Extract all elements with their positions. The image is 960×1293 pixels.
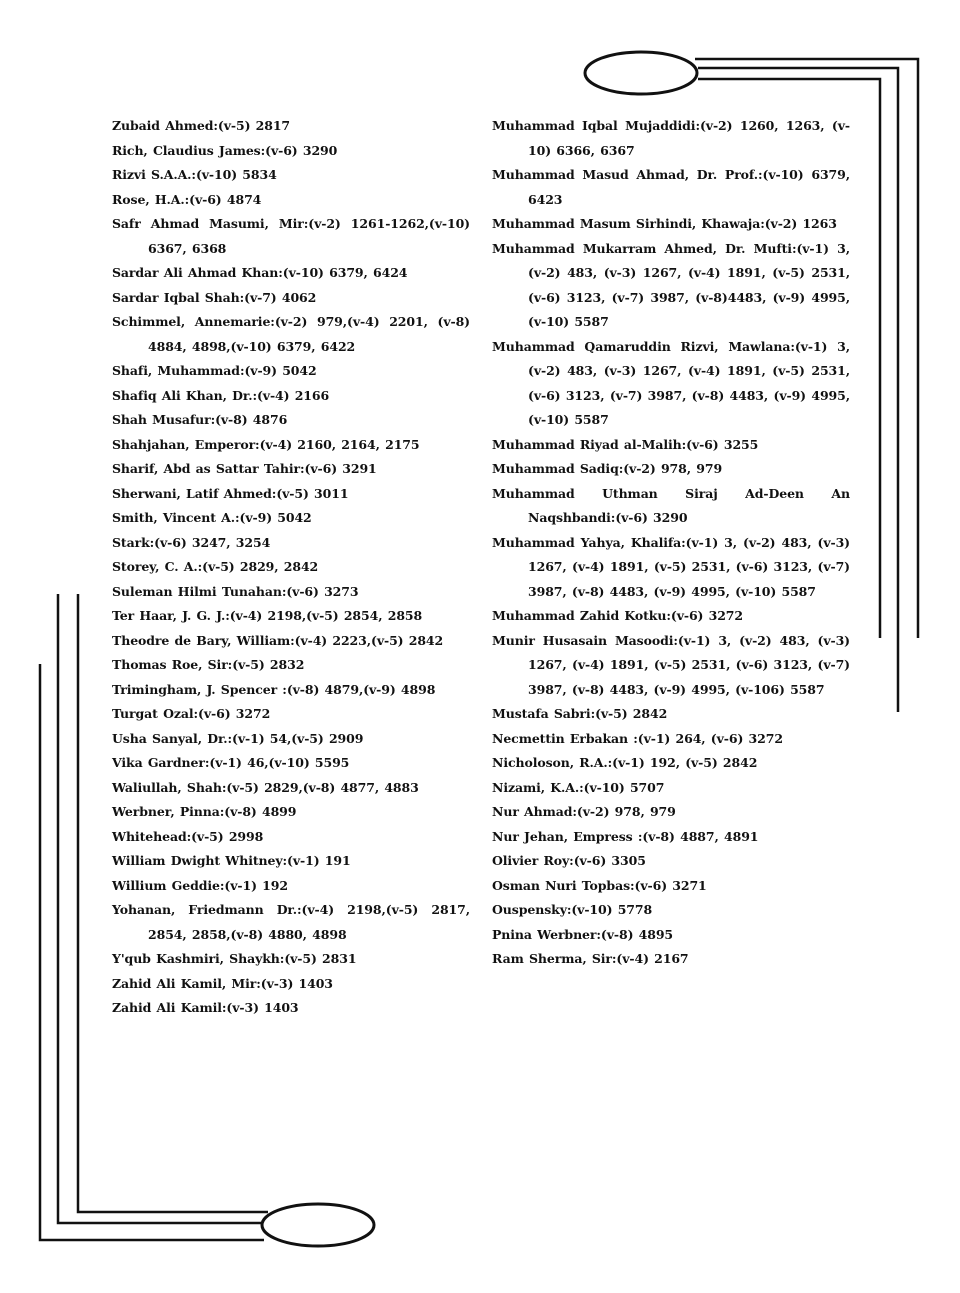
- index-entry: Willium Geddie:(v-1) 192: [112, 877, 288, 893]
- index-entry: Rose, H.A.:(v-6) 4874: [112, 191, 262, 207]
- index-entry: Muhammad Masum Sirhindi, Khawaja:(v-2) 1263: [492, 216, 837, 231]
- index-entry: Theodre de Bary, William:(v-4) 2223,(v-5) 2842: [112, 632, 444, 648]
- index-entry: Y'qub Kashmiri, Shaykh:(v-5) 2831: [112, 951, 357, 966]
- index-entry: Ouspensky:(v-10) 5778: [492, 902, 653, 917]
- index-entry: Muhammad Zahid Kotku:(v-6) 3272: [492, 608, 743, 623]
- index-entry: Smith, Vincent A.:(v-9) 5042: [112, 510, 312, 525]
- index-entry: Sharif, Abd as Sattar Tahir:(v-6) 3291: [112, 461, 377, 476]
- index-entry: Nicholoson, R.A.:(v-1) 192, (v-5) 2842: [492, 755, 758, 770]
- index-entry: Ram Sherma, Sir:(v-4) 2167: [492, 951, 689, 966]
- oval-ornament-bottom: [262, 1204, 374, 1246]
- index-entry: Muhammad Uthman Siraj Ad-Deen An Naqshbandi:(v-6) 3290: [492, 485, 850, 525]
- index-entry: Olivier Roy:(v-6) 3305: [492, 853, 646, 868]
- index-entry: Schimmel, Annemarie:(v-2) 979,(v-4) 2201, (v-8) 4884, 4898,(v-10) 6379, 6422: [112, 314, 470, 354]
- index-entry: Muhammad Yahya, Khalifa:(v-1) 3, (v-2) 483, (v-3) 1267, (v-4) 1891, (v-5) 2531, (v-6) 3123, (v-7) 3987, (v-8) 4483, (v-9) 4995, (v-10) 5587: [492, 534, 850, 599]
- index-entry: Usha Sanyal, Dr.:(v-1) 54,(v-5) 2909: [112, 730, 364, 746]
- index-entry: Zahid Ali Kamil, Mir:(v-3) 1403: [112, 975, 333, 991]
- index-entry: Muhammad Sadiq:(v-2) 978, 979: [492, 461, 723, 476]
- index-entry: Shahjahan, Emperor:(v-4) 2160, 2164, 2175: [112, 436, 420, 452]
- index-entry: Mustafa Sabri:(v-5) 2842: [492, 706, 668, 721]
- index-entry: Necmettin Erbakan :(v-1) 264, (v-6) 3272: [492, 730, 783, 746]
- index-entry: Ter Haar, J. G. J.:(v-4) 2198,(v-5) 2854, 2858: [112, 608, 423, 623]
- index-entry: Shafi, Muhammad:(v-9) 5042: [112, 363, 317, 378]
- index-entry: Whitehead:(v-5) 2998: [112, 828, 264, 844]
- index-entry: Zubaid Ahmed:(v-5) 2817: [112, 118, 291, 133]
- index-entry: Werbner, Pinna:(v-8) 4899: [112, 804, 297, 819]
- index-entry: Sherwani, Latif Ahmed:(v-5) 3011: [112, 485, 349, 501]
- index-column-right: [492, 114, 850, 972]
- index-entry: Sardar Iqbal Shah:(v-7) 4062: [112, 289, 317, 305]
- index-entry: Muhammad Masud Ahmad, Dr. Prof.:(v-10) 6379, 6423: [492, 167, 850, 207]
- index-entry: Nur Jehan, Empress :(v-8) 4887, 4891: [492, 828, 759, 844]
- index-entry: Sardar Ali Ahmad Khan:(v-10) 6379, 6424: [112, 265, 408, 280]
- oval-ornament-top: [585, 52, 697, 94]
- index-entry: Shafiq Ali Khan, Dr.:(v-4) 2166: [112, 387, 330, 403]
- index-entry: William Dwight Whitney:(v-1) 191: [112, 853, 351, 868]
- index-entry: Waliullah, Shah:(v-5) 2829,(v-8) 4877, 4883: [112, 779, 419, 795]
- index-entry: Munir Husasain Masoodi:(v-1) 3, (v-2) 483, (v-3) 1267, (v-4) 1891, (v-5) 2531, (v-6) 3123, (v-7) 3987, (v-8) 4483, (v-9) 4995, (v-106) 5587: [492, 632, 850, 697]
- index-entry: Shah Musafur:(v-8) 4876: [112, 412, 288, 427]
- index-entry: Stark:(v-6) 3247, 3254: [112, 534, 271, 550]
- index-column-left: [112, 114, 470, 1021]
- index-entry: Turgat Ozal:(v-6) 3272: [112, 706, 271, 721]
- index-entry: Thomas Roe, Sir:(v-5) 2832: [112, 657, 305, 672]
- index-entry: Suleman Hilmi Tunahan:(v-6) 3273: [112, 583, 359, 599]
- index-entry: Osman Nuri Topbas:(v-6) 3271: [492, 877, 707, 893]
- index-entry: Muhammad Mukarram Ahmed, Dr. Mufti:(v-1) 3, (v-2) 483, (v-3) 1267, (v-4) 1891, (v-5) 2531, (v-6) 3123, (v-7) 3987, (v-8)4483, (v-9) 4995, (v-10) 5587: [492, 240, 850, 329]
- index-entry: Muhammad Iqbal Mujaddidi:(v-2) 1260, 1263, (v-10) 6366, 6367: [492, 118, 850, 158]
- index-entry: Safr Ahmad Masumi, Mir:(v-2) 1261-1262,(v-10) 6367, 6368: [112, 216, 470, 256]
- index-entry: Nizami, K.A.:(v-10) 5707: [492, 779, 665, 795]
- index-entry: Yohanan, Friedmann Dr.:(v-4) 2198,(v-5) 2817, 2854, 2858,(v-8) 4880, 4898: [112, 902, 470, 942]
- index-entry: Muhammad Qamaruddin Rizvi, Mawlana:(v-1) 3, (v-2) 483, (v-3) 1267, (v-4) 1891, (v-5) 2531, (v-6) 3123, (v-7) 3987, (v-8) 4483, (v-9) 4995, (v-10) 5587: [492, 338, 850, 427]
- index-entry: Muhammad Riyad al-Malih:(v-6) 3255: [492, 436, 759, 452]
- index-entry: Vika Gardner:(v-1) 46,(v-10) 5595: [112, 755, 350, 770]
- index-entry: Storey, C. A.:(v-5) 2829, 2842: [112, 559, 319, 574]
- index-entry: Zahid Ali Kamil:(v-3) 1403: [112, 1000, 299, 1015]
- index-entry: Nur Ahmad:(v-2) 978, 979: [492, 804, 676, 819]
- index-entry: Pnina Werbner:(v-8) 4895: [492, 926, 674, 942]
- index-entry: Trimingham, J. Spencer :(v-8) 4879,(v-9) 4898: [112, 681, 436, 697]
- index-entry: Rich, Claudius James:(v-6) 3290: [112, 142, 338, 158]
- index-entry: Rizvi S.A.A.:(v-10) 5834: [112, 167, 277, 182]
